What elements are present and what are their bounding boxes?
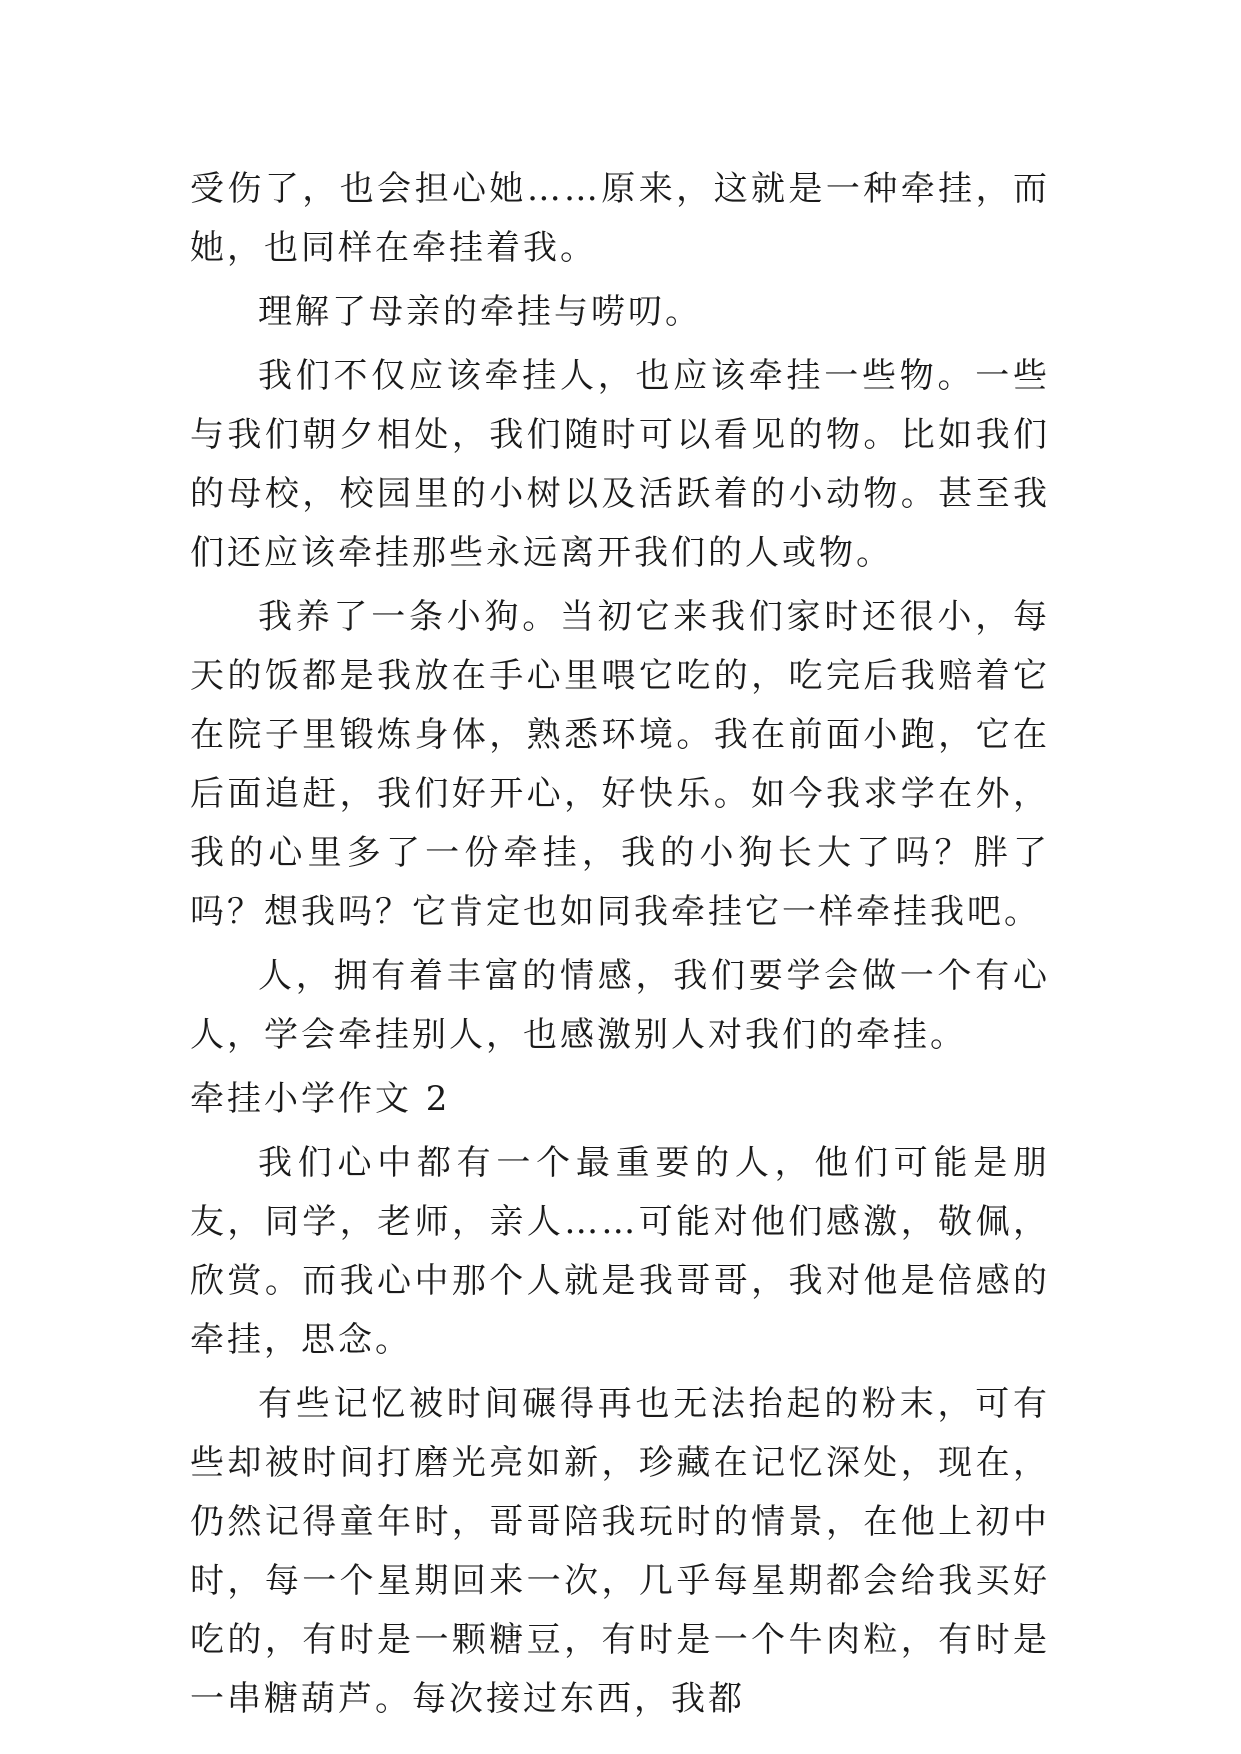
section-paragraph-1: 我们心中都有一个最重要的人，他们可能是朋友，同学，老师，亲人……可能对他们感激，敬佩，欣赏。而我心中那个人就是我哥哥，我对他是倍感的牵挂，思念。 xyxy=(190,1143,1050,1360)
document-body xyxy=(190,160,1050,1734)
section-heading: 牵挂小学作文 2 xyxy=(190,1079,451,1119)
paragraph-2: 理解了母亲的牵挂与唠叨。 xyxy=(258,292,702,332)
section-paragraph-2: 有些记忆被时间碾得再也无法抬起的粉末，可有些却被时间打磨光亮如新，珍藏在记忆深处，现在，仍然记得童年时，哥哥陪我玩时的情景，在他上初中时，每一个星期回来一次，几乎每星期都会给我买好吃的，有时是一颗糖豆，有时是一个牛肉粒，有时是一串糖葫芦。每次接过东西，我都 xyxy=(190,1384,1050,1719)
paragraph-3: 我们不仅应该牵挂人，也应该牵挂一些物。一些与我们朝夕相处，我们随时可以看见的物。比如我们的母校，校园里的小树以及活跃着的小动物。甚至我们还应该牵挂那些永远离开我们的人或物。 xyxy=(190,356,1050,573)
paragraph-5: 人，拥有着丰富的情感，我们要学会做一个有心人，学会牵挂别人，也感激别人对我们的牵挂。 xyxy=(190,956,1050,1055)
paragraph-1: 受伤了，也会担心她……原来，这就是一种牵挂，而她，也同样在牵挂着我。 xyxy=(190,169,1050,268)
paragraph-4: 我养了一条小狗。当初它来我们家时还很小，每天的饭都是我放在手心里喂它吃的，吃完后我赔着它在院子里锻炼身体，熟悉环境。我在前面小跑，它在后面追赶，我们好开心，好快乐。如今我求学在外，我的心里多了一份牵挂，我的小狗长大了吗？胖了吗？想我吗？它肯定也如同我牵挂它一样牵挂我吧。 xyxy=(190,597,1050,932)
